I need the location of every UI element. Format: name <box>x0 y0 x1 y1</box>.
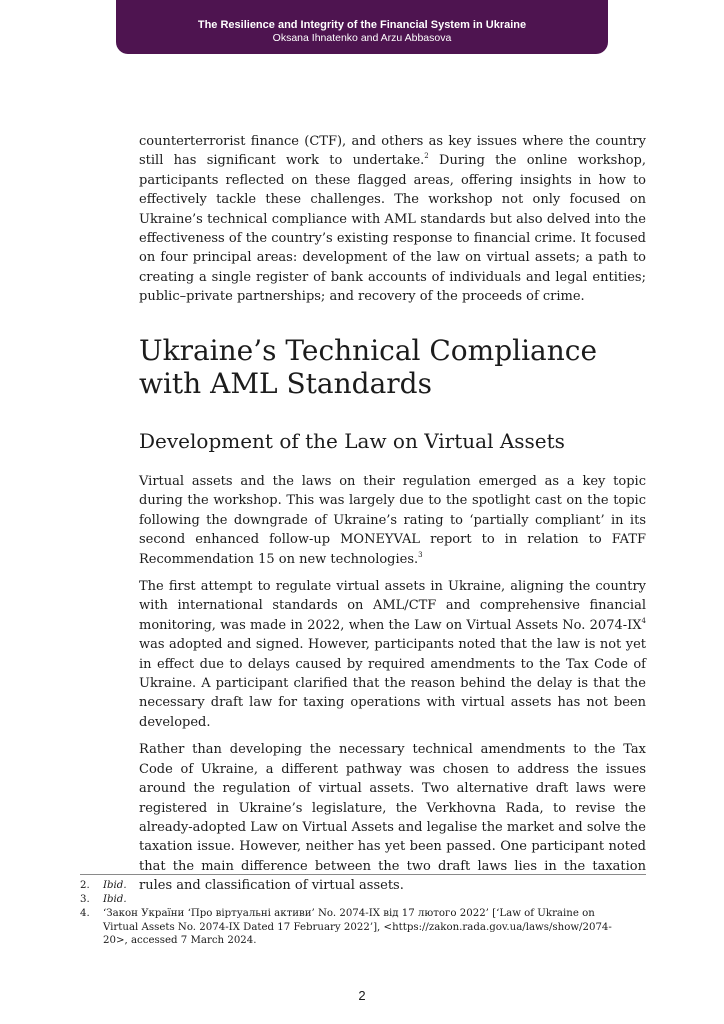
paragraph-draft-laws: Rather than developing the necessary technical amendments to the Tax Code of Ukraine, a different pathway was chosen to address the issues around the regulation of virtual assets. Two alternative draft laws were registered in Ukraine’s legislature, the Verkhovna Rada, to revise the already-adopted Law on Virtual Assets and legalise the market and solve the taxation issue. However, neither has yet been passed. One participant noted that the main difference between the two draft laws lies in the taxation rules and classification of virtual assets. <box>139 742 646 894</box>
footnote-text: ‘Закон України ‘Про віртуальні активи’ No. 2074-IX від 17 лютого 2022’ [‘Law of Ukraine on Virtual Assets No. 2074-IX Dated 17 February 2022’], <https://zakon.rada.gov.ua/laws/show/2074-20>, accessed 7 March 2024. <box>103 908 612 946</box>
paragraph-first-attempt <box>139 577 646 732</box>
paragraph-text: Virtual assets and the laws on their regulation emerged as a key topic during the workshop. This was largely due to the spotlight cast on the topic following the downgrade of Ukraine’s rating to ‘partially compliant’ in its second enhanced follow-up MONEYVAL report to in relation to FATF Recommendation 15 on new technologies. <box>139 474 646 567</box>
footnote-ref-3[interactable]: 3 <box>418 550 423 559</box>
intro-paragraph-block <box>139 132 646 307</box>
paragraph-text-rest: was adopted and signed. However, participants noted that the law is not yet in effect due to delays caused by required amendments to the Tax Code of Ukraine. A participant clarified that the reason behind the delay is that the necessary draft law for taxing operations with virtual assets has not been developed. <box>139 637 646 730</box>
footnote-number: 3. <box>80 894 90 905</box>
running-header <box>116 0 608 54</box>
body-paragraphs <box>139 472 646 896</box>
footnote-divider <box>80 874 646 875</box>
header-title: The Resilience and Integrity of the Financial System in Ukraine <box>197 19 527 31</box>
footnote-ref-2[interactable]: 2 <box>424 152 429 161</box>
footnote-text: Ibid. <box>103 880 127 891</box>
intro-text-rest: During the online workshop, participants reflected on these flagged areas, offering insights in how to effectively tackle these challenges. The workshop not only focused on Ukraine’s technical compliance with AML standards but also delved into the effectiveness of the country’s existing response to financial crime. It focused on four principal areas: development of the law on virtual assets; a path to creating a single register of bank accounts of individuals and legal entities; public–private partnerships; and recovery of the proceeds of crime. <box>139 153 646 305</box>
section-heading: Ukraine’s Technical Compliance with AML Standards <box>139 334 598 400</box>
paragraph-text: The first attempt to regulate virtual assets in Ukraine, aligning the country with international standards on AML/CTF and comprehensive financial monitoring, was made in 2022, when the Law on Virtual Assets No. 2074-IX <box>139 579 646 633</box>
footnote-number: 4. <box>80 908 90 919</box>
footnote-text: Ibid. <box>103 894 127 905</box>
intro-paragraph <box>139 132 646 307</box>
footnote-ref-4[interactable]: 4 <box>641 616 646 625</box>
subsection-heading: Development of the Law on Virtual Assets <box>139 429 565 453</box>
intro-text: counterterrorist finance (CTF), and others as key issues where the country still has significant work to undertake. <box>139 134 646 169</box>
header-authors: Oksana Ihnatenko and Arzu Abbasova <box>272 32 452 44</box>
page-number: 2 <box>358 988 366 1003</box>
footnote-number: 2. <box>80 880 90 891</box>
paragraph-virtual-assets <box>139 472 646 569</box>
